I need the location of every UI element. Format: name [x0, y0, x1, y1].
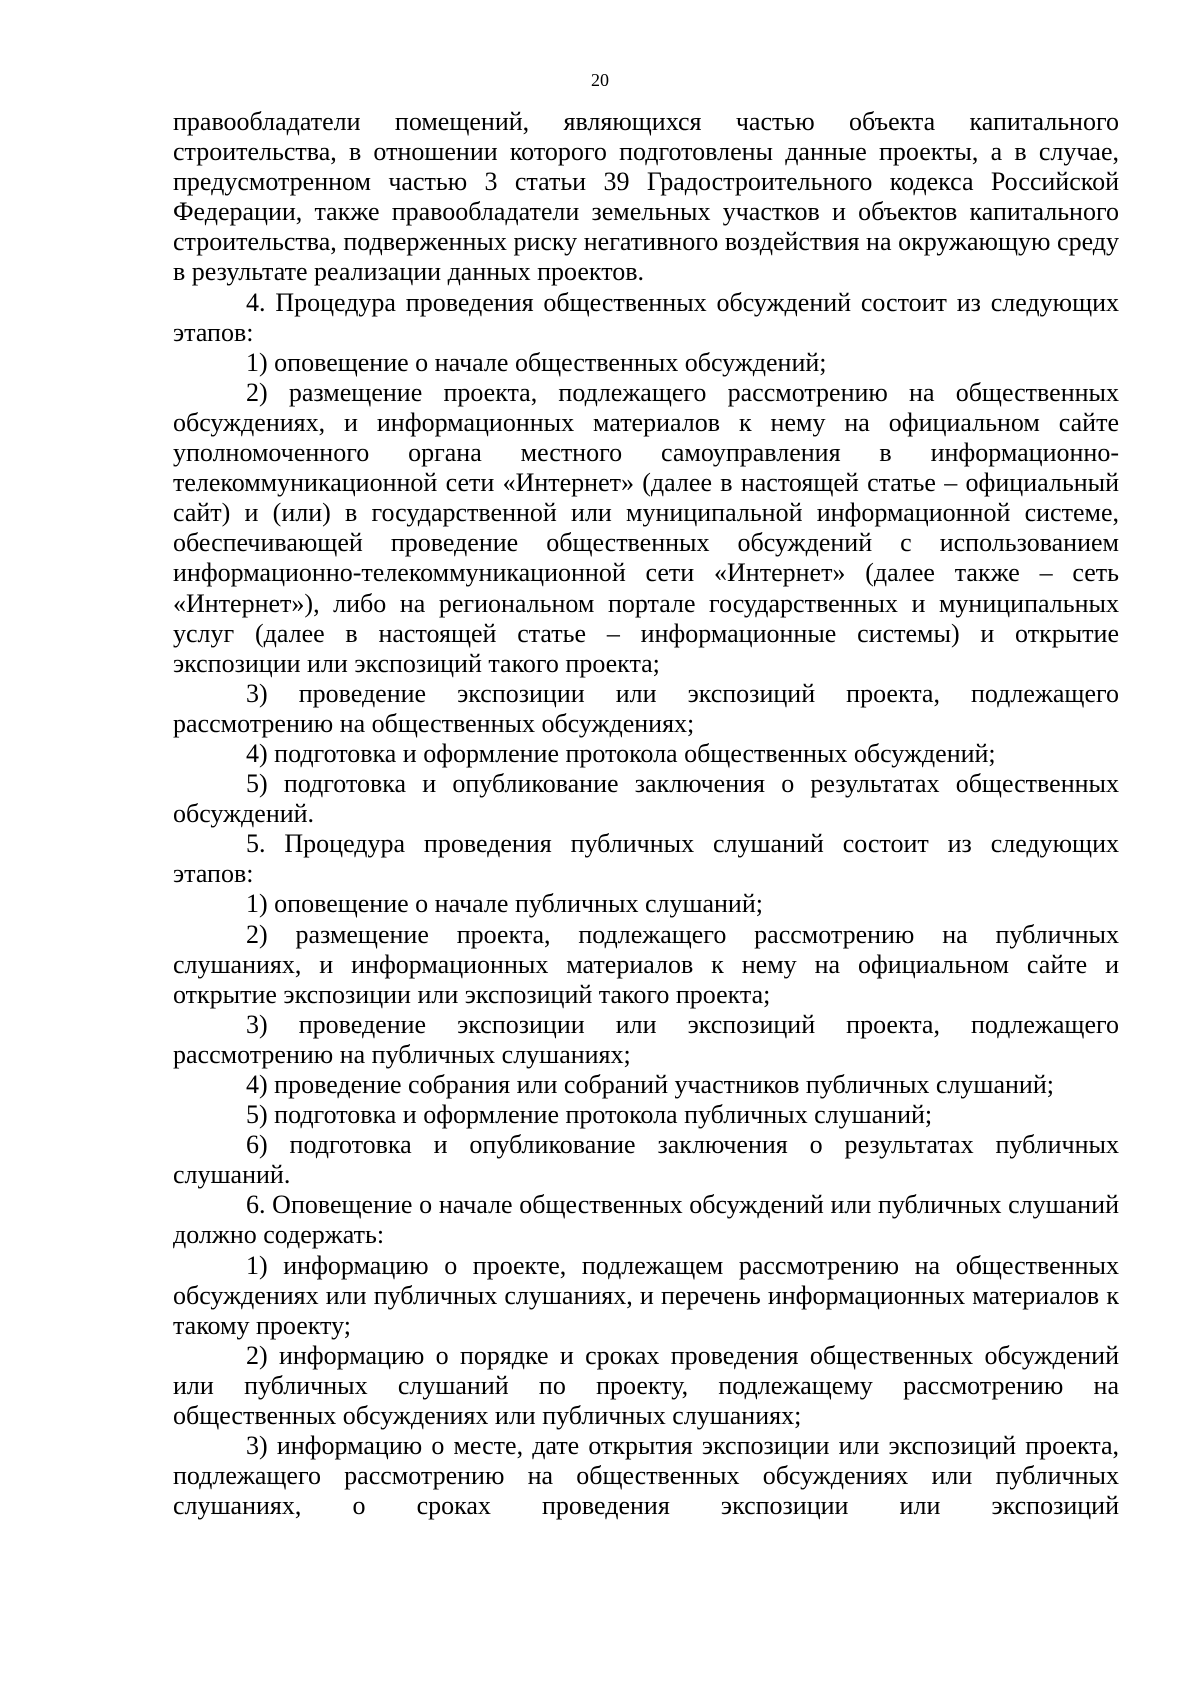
- page-number: 20: [591, 70, 609, 90]
- list-item-4-4: 4) подготовка и оформление протокола общественных обсуждений;: [246, 738, 996, 768]
- list-item-5-5: 5) подготовка и оформление протокола публичных слушаний;: [246, 1100, 933, 1130]
- list-item-6-1: 1) информацию о проекте, подлежащем рассмотрению на общественных обсуждениях или публичных слушаниях, и перечень информационных материалов к такому проекту;: [173, 1250, 1119, 1340]
- paragraph-item-6: 6. Оповещение о начале общественных обсуждений или публичных слушаний должно содержать:: [173, 1190, 1119, 1250]
- list-item-5-2: 2) размещение проекта, подлежащего рассмотрению на публичных слушаниях, и информационных материалов к нему на официальном сайте и открытие экспозиции или экспозиций такого проекта;: [173, 919, 1119, 1009]
- list-item-5-6: 6) подготовка и опубликование заключения о результатах публичных слушаний.: [173, 1130, 1119, 1190]
- paragraph-continuation: правообладатели помещений, являющихся частью объекта капитального строительства, в отношении которого подготовлены данные проекты, а в случае, предусмотренном частью 3 статьи 39 Градостроительного кодекса Российской Федерации, также правообладатели земельных участков и объектов капитального строительства, подверженных риску негативного воздействия на окружающую среду в результате реализации данных проектов.: [173, 107, 1119, 287]
- paragraph-item-5: 5. Процедура проведения публичных слушаний состоит из следующих этапов:: [173, 829, 1119, 889]
- list-item-5-3: 3) проведение экспозиции или экспозиций проекта, подлежащего рассмотрению на публичных слушаниях;: [173, 1009, 1119, 1069]
- paragraph-item-4: 4. Процедура проведения общественных обсуждений состоит из следующих этапов:: [173, 287, 1119, 347]
- body-text: [173, 107, 1119, 1521]
- list-item-5-1: 1) оповещение о начале публичных слушаний;: [246, 889, 763, 919]
- list-item-6-3: 3) информацию о месте, дате открытия экспозиции или экспозиций проекта, подлежащего рассмотрению на общественных обсуждениях или публичных слушаниях, о сроках проведения экспозиции или экспозиций: [173, 1431, 1119, 1521]
- list-item-4-1: 1) оповещение о начале общественных обсуждений;: [246, 347, 827, 377]
- list-item-6-2: 2) информацию о порядке и сроках проведения общественных обсуждений или публичных слушаний по проекту, подлежащему рассмотрению на общественных обсуждениях или публичных слушаниях;: [173, 1340, 1119, 1431]
- list-item-4-3: 3) проведение экспозиции или экспозиций проекта, подлежащего рассмотрению на общественных обсуждениях;: [173, 678, 1119, 738]
- list-item-4-2: 2) размещение проекта, подлежащего рассмотрению на общественных обсуждениях, и информационных материалов к нему на официальном сайте уполномоченного органа местного самоуправления в информационно-телекоммуникационной сети «Интернет» (далее в настоящей статье – официальный сайт) и (или) в государственной или муниципальной информационной системе, обеспечивающей проведение общественных обсуждений с использованием информационно-телекоммуникационной сети «Интернет» (далее также – сеть «Интернет»), либо на региональном портале государственных и муниципальных услуг (далее в настоящей статье – информационные системы) и открытие экспозиции или экспозиций такого проекта;: [173, 377, 1119, 678]
- list-item-5-4: 4) проведение собрания или собраний участников публичных слушаний;: [246, 1070, 1054, 1099]
- list-item-4-5: 5) подготовка и опубликование заключения о результатах общественных обсуждений.: [173, 769, 1119, 829]
